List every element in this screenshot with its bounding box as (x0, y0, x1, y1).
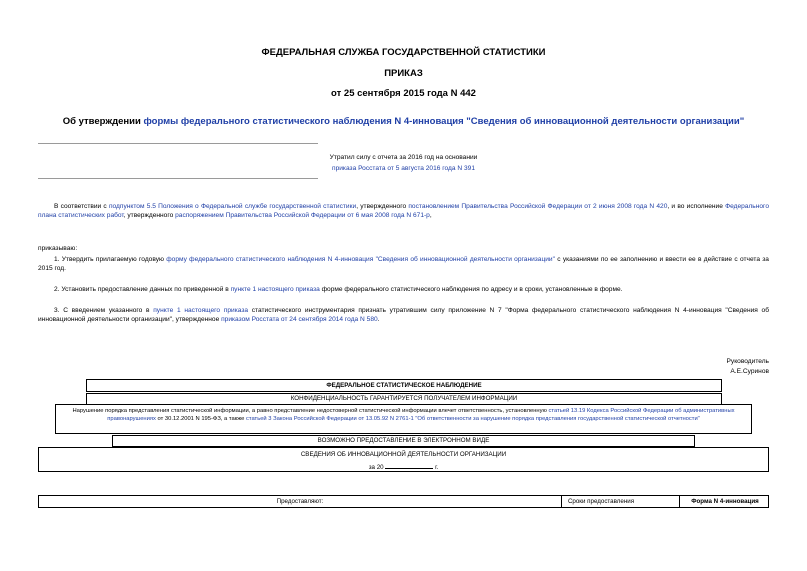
item-text: статистического инструментария признать утратившим силу приложение N 7 "Форма федерального статистического наблюдения N 4-инновация "Сведения об инновационной деятельности организации", утвержденное (38, 307, 769, 323)
doc-title (20, 116, 787, 127)
form-submit-table (38, 495, 769, 508)
preamble-text: , утвержденного (123, 212, 176, 219)
item-1-form-link[interactable]: форму федерального статистического наблюдения N 4-инновация "Сведения об инновационной деятельности организации" (166, 256, 555, 263)
item-2-clause-link[interactable]: пункте 1 настоящего приказа (230, 286, 320, 293)
preamble-link-plan[interactable]: Федерального плана статистических работ (38, 203, 769, 219)
preamble-link-order[interactable]: распоряжением Правительства Российской Федерации от 6 мая 2008 года N 671-р (175, 212, 430, 219)
status-link[interactable]: приказа Росстата от 5 августа 2016 года N 391 (332, 165, 475, 172)
order-item-1 (38, 255, 769, 273)
col-deadline-header: Сроки предоставления (567, 498, 635, 505)
preamble-link-decree[interactable]: постановлением Правительства Российской Федерации от 2 июня 2008 года N 420 (408, 203, 668, 210)
signature-name: А.Е.Суринов (730, 368, 769, 375)
doc-date: от 25 сентября 2015 года N 442 (331, 88, 476, 99)
form-electronic-label: ВОЗМОЖНО ПРЕДОСТАВЛЕНИЕ В ЭЛЕКТРОННОМ ВИДЕ (317, 437, 490, 444)
form-confidentiality-label: КОНФИДЕНЦИАЛЬНОСТЬ ГАРАНТИРУЕТСЯ ПОЛУЧАТЕЛЕМ ИНФОРМАЦИИ (290, 395, 518, 402)
col-form-header: Форма N 4-инновация (679, 496, 770, 507)
preamble-text: , утвержденного (356, 203, 409, 210)
item-text: 3. С введением указанного в (54, 307, 154, 314)
signature-role: Руководитель (726, 358, 769, 365)
col-submit-header: Предоставляют: (276, 498, 324, 505)
order-word: приказываю: (38, 245, 78, 252)
order-item-3 (38, 306, 769, 324)
warning-text: Нарушение порядка представления статистической информации, а равно представление недостоверной статистической информации влечет ответственность, установленную (72, 408, 549, 414)
preamble-paragraph (38, 202, 769, 220)
form-observation-label: ФЕДЕРАЛЬНОЕ СТАТИСТИЧЕСКОЕ НАБЛЮДЕНИЕ (326, 382, 482, 389)
warning-law-link[interactable]: статьей 3 Закона Российской Федерации от 13.05.92 N 2761-1 "Об ответственности за нарушение порядка представления государственной статистической отчетности" (245, 416, 700, 423)
form-warning-box (55, 404, 752, 434)
divider-bottom (38, 178, 318, 179)
item-text: 2. Установить предоставление данных по приведенной в (54, 286, 231, 293)
period-year-field[interactable] (385, 462, 433, 469)
preamble-text: , (429, 212, 432, 219)
period-prefix: за 20 (368, 464, 384, 471)
item-text: форме федерального статистического наблюдения по адресу и в сроки, установленные в форме. (319, 286, 623, 293)
form-electronic-box (112, 435, 695, 447)
title-form-link[interactable]: формы федерального статистического наблюдения N 4-инновация "Сведения об инновационной деятельности организации" (143, 116, 745, 127)
preamble-link-regulation[interactable]: подпунктом 5.5 Положения о Федеральной службе государственной статистики (108, 203, 357, 210)
form-period (39, 462, 768, 472)
warning-code-link[interactable]: статьей 13.19 Кодекса Российской Федерации об административных правонарушениях (107, 408, 735, 423)
form-observation-box (86, 379, 722, 392)
period-suffix: г. (435, 464, 439, 471)
item-text: 1. Утвердить прилагаемую годовую (54, 256, 167, 263)
preamble-text: , и во исполнение (667, 203, 726, 210)
order-item-2 (38, 285, 769, 294)
form-info-title: СВЕДЕНИЯ ОБ ИННОВАЦИОННОЙ ДЕЯТЕЛЬНОСТИ ОРГАНИЗАЦИИ (300, 451, 507, 458)
form-info-box (38, 447, 769, 472)
divider-top (38, 143, 318, 144)
form-warning-text (62, 407, 745, 423)
warning-text: от 30.12.2001 N 195-ФЗ, а также (155, 416, 246, 423)
item-text: . (377, 316, 380, 323)
agency-title: ФЕДЕРАЛЬНАЯ СЛУЖБА ГОСУДАРСТВЕННОЙ СТАТИСТИКИ (261, 47, 546, 58)
preamble-text: В соответствии с (54, 203, 109, 210)
title-prefix: Об утверждении (62, 116, 144, 127)
status-line: Утратил силу с отчета за 2016 год на основании (329, 154, 478, 161)
item-3-order-link[interactable]: приказом Росстата от 24 сентября 2014 года N 580 (221, 316, 378, 323)
doc-type: ПРИКАЗ (384, 68, 423, 79)
item-text: с указаниями по ее заполнению и ввести ее в действие с отчета за 2015 год. (38, 256, 769, 272)
item-3-clause-link[interactable]: пункте 1 настоящего приказа (153, 307, 249, 314)
